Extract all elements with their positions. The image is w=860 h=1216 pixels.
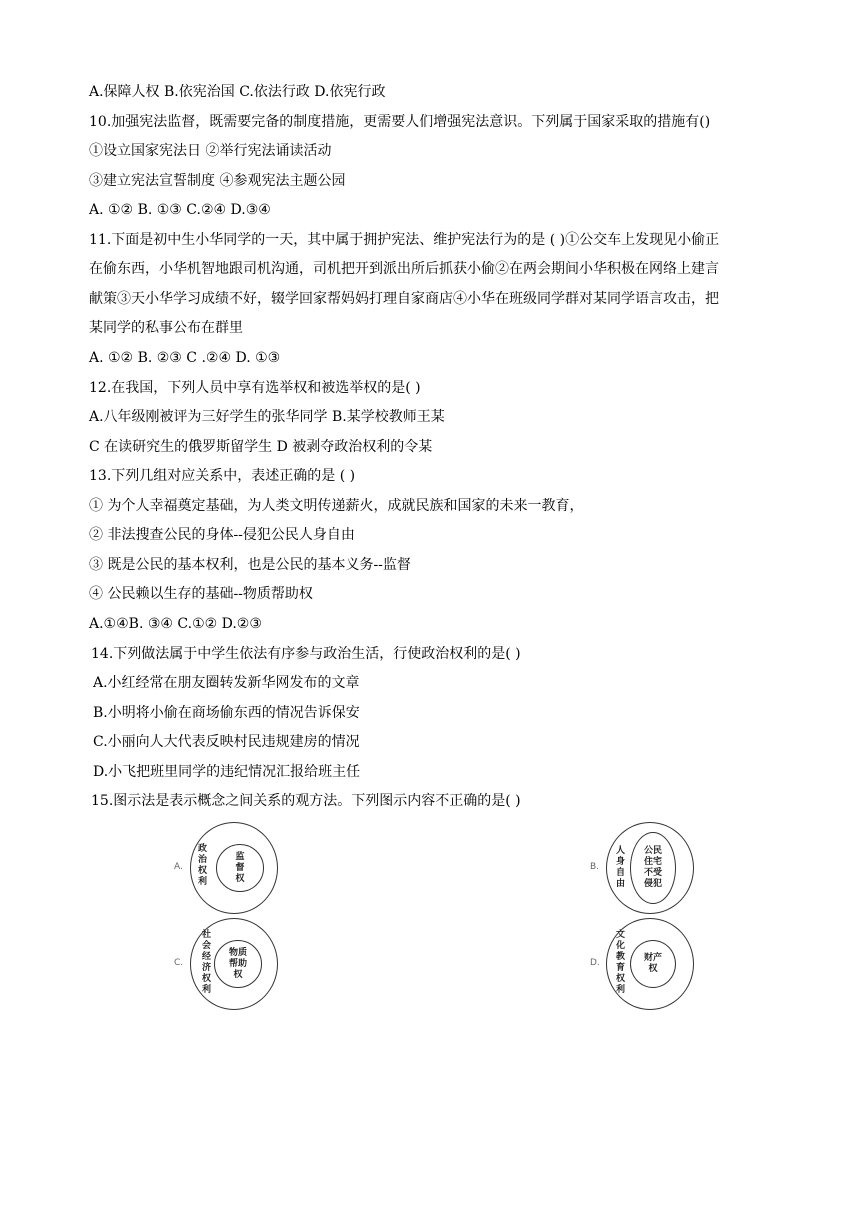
diagram-a-outer-label: 政 治 权 利 <box>198 844 208 887</box>
q12-options-1: A.八年级刚被评为三好学生的张华同学 B.某学校教师王某 <box>89 409 445 425</box>
q10-options: A. ①② B. ①③ C.②④ D.③④ <box>89 202 271 218</box>
diagram-a <box>170 822 270 918</box>
q13-item-2: ② 非法搜查公民的身体--侵犯公民人身自由 <box>89 527 355 543</box>
q14-option-a: A.小红经常在朋友圈转发新华网发布的文章 <box>93 675 360 691</box>
q9-options: A.保障人权 B.依宪治国 C.依法行政 D.依宪行政 <box>89 84 386 100</box>
diagram-d-inner-label: 财产 权 <box>643 953 662 974</box>
q13-item-4: ④ 公民赖以生存的基础--物质帮助权 <box>89 586 313 602</box>
q13-options: A.①④B. ③④ C.①② D.②③ <box>89 616 262 632</box>
diagram-b <box>590 822 690 918</box>
diagram-a-inner-circle <box>216 844 264 892</box>
q11-options: A. ①② B. ②③ C .②④ D. ①③ <box>89 350 281 366</box>
diagram-a-inner-label: 监 督 权 <box>235 851 245 884</box>
q14-option-d: D.小飞把班里同学的违纪情况汇报给班主任 <box>93 764 361 780</box>
diagram-d-inner-circle <box>630 940 676 988</box>
diagram-b-inner-label: 公民 住宅 不受 侵犯 <box>643 846 662 889</box>
q14-question: 14.下列做法属于中学生依法有序参与政治生活，行使政治权利的是( ) <box>91 646 521 662</box>
q13-question: 13.下列几组对应关系中，表述正确的是 ( ) <box>89 468 356 484</box>
q11-question-3: 献策③天小华学习成绩不好，辍学回家帮妈妈打理自家商店④小华在班级同学群对某同学语言攻击，把 <box>89 291 719 307</box>
diagram-b-outer-label: 人 身 自 由 <box>616 846 626 889</box>
q10-question: 10.加强宪法监督，既需要完备的制度措施，更需要人们增强宪法意识。下列属于国家采取的措施有() <box>89 114 711 130</box>
q10-items-1: ①设立国家宪法日 ②举行宪法诵读活动 <box>89 143 332 159</box>
diagram-b-label: B. <box>590 862 600 872</box>
diagram-c <box>170 918 270 1014</box>
q15-question: 15.图示法是表示概念之间关系的观方法。下列图示内容不正确的是( ) <box>91 793 521 809</box>
q13-item-1: ① 为个人幸福奠定基础，为人类文明传递薪火，成就民族和国家的未来一教育， <box>89 498 584 514</box>
diagram-d <box>590 918 690 1014</box>
q14-option-b: B.小明将小偷在商场偷东西的情况告诉保安 <box>93 705 360 721</box>
q14-option-c: C.小丽向人大代表反映村民违规建房的情况 <box>93 734 360 750</box>
diagram-d-outer-label: 文 化 教 育 权 利 <box>616 930 626 995</box>
diagram-c-outer-label: 社 会 经 济 权 利 <box>202 930 212 995</box>
q11-question-2: 在偷东西，小华机智地跟司机沟通，司机把开到派出所后抓获小偷②在两会期间小华积极在网络上建言 <box>89 261 719 277</box>
q13-item-3: ③ 既是公民的基本权利，也是公民的基本义务--监督 <box>89 557 411 573</box>
diagram-b-inner-circle <box>630 832 676 904</box>
q10-items-2: ③建立宪法宣誓制度 ④参观宪法主题公园 <box>89 173 346 189</box>
diagram-c-inner-circle <box>214 940 262 988</box>
diagram-c-label: C. <box>174 958 184 968</box>
q11-question-4: 某同学的私事公布在群里 <box>89 320 243 336</box>
diagram-d-label: D. <box>590 958 600 968</box>
diagram-a-label: A. <box>174 862 183 872</box>
q12-question: 12.在我国，下列人员中享有选举权和被选举权的是( ) <box>89 380 421 396</box>
q11-question-1: 11.下面是初中生小华同学的一天，其中属于拥护宪法、维护宪法行为的是 ( )①公交车上发现见小偷正 <box>89 232 720 248</box>
q12-options-2: C 在读研究生的俄罗斯留学生 D 被剥夺政治权利的令某 <box>89 439 433 455</box>
diagram-c-inner-label: 物质 帮助 权 <box>228 947 247 980</box>
